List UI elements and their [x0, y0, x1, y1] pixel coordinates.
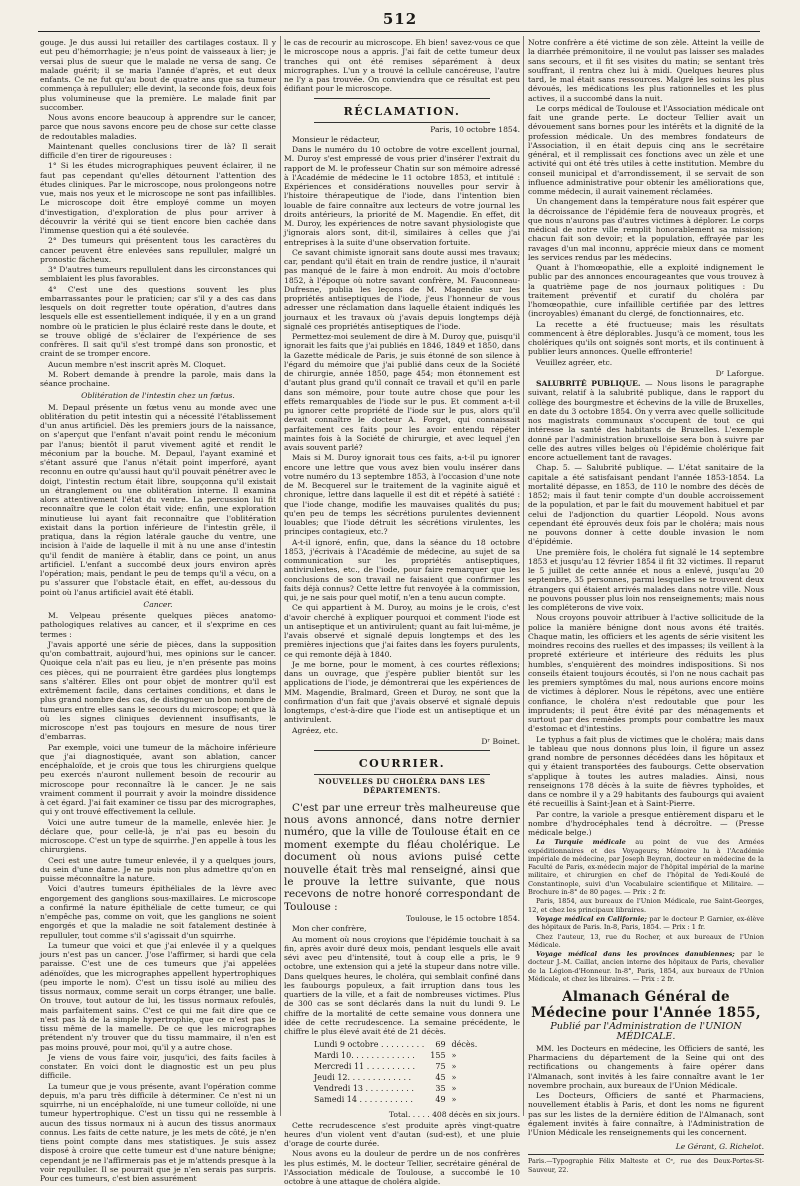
paragraph: Au moment où nous croyions que l'épidémie touchait à sa fin, après avoir duré deux mois, pendant lesquels elle avait sévi avec peu d'intensité, tout à coup elle a pris, le 9 octobre, une extension qui a jeté la stupeur dans notre ville. Dans quelques heures, le choléra, qui semblait confiné dans les faubourgs populeux, a fait irruption dans tous les quartiers de la ville, et a fait de nombreuses victimes. Plus de 300 cas se sont déclarés dans la nuit du lundi 9. Le chiffre de la mortalité de cette semaine vous donnera une idée de cette recrudescence. La semaine précédente, le chiffre le plus élevé avait été de 21 décès. — [284, 934, 520, 1037]
paragraph: Le typhus a fait plus de victimes que le choléra; mais dans le tableau que nous donnons plus loin, il figure un assez grand nombre de personnes décédées dans les hôpitaux et qui y étaient transportées des faubourgs. Cette observation s'applique à toutes les autres maladies. Ainsi, nous renseignons 178 décès à la suite de fièvres typhoïdes, et dans ce nombre il y a 29 habitants des faubourgs qui avaient été recueillis à Saint-Jean et à Saint-Pierre. — [528, 734, 764, 809]
almanach-subtitle: Publié par l'Administration de l'UNION MÉDICALE. — [550, 1021, 742, 1042]
paragraph: Les Docteurs, Officiers de santé et Pharmaciens, nouvellement établis à Paris, et dont les noms ne figurent pas sur les listes de la dernière édition de l'Almanach, sont également invités à faire connaître, à l'Administration de l'Union Médicale les renseignements qui les concernent. — [528, 1091, 764, 1138]
column-left — [40, 38, 276, 1183]
book-text: par le docteur P. Garnier, ex-élève des hôpitaux de Paris. In-8, Paris, 1854. — Prix : 1 fr. — [528, 914, 764, 932]
paragraph: Maintenant quelles conclusions tirer de là? Il serait difficile d'en tirer de rigoureuses : — [40, 141, 276, 160]
paragraph: le cas de recourir au microscope. Eh bien! savez-vous ce que le microscope nous a appris. J'ai fait de cette tumeur deux tranches qui ont été remises séparément à deux micrographes. L'un y a trouvé la cellule cancéreuse, l'autre ne l'y a pas trouvée. On conviendra que ce résultat est peu édifiant pour le microscope. — [284, 38, 520, 94]
book-text: au point de vue des Armées expéditionnaires et des Voyageurs; Mémoire lu à l'Académie impériale de médecine, par Joseph Beyran, docteur en médecine de la Faculté de Paris, ex-médecin major de l'hôpital impérial de la marine militaire, et chirurgien en chef de l'hôpital de Yedi-Koulé de Constantinople, suivi d'un Vocabulaire scientifique et Militaire. — Brochure in-8° de 80 pages. — Prix : 2 fr. — [528, 838, 764, 897]
paragraph: La tumeur que voici et que j'ai enlevée il y a quelques jours n'est pas un cancer. J'ose l'affirmer, si hardi que cela paraisse. C'est une de ces tumeurs que j'ai appelées adénoïdes, que les micrographes appellent hypertrophiques (peu importe le nom). C'est un tissu isolé au milieu des tissus normaux, comme serait un corps étranger, une balle. On trouve, tout autour de lui, les tissus normaux refoulés, mais parfaitement sains. C'est ce qui me fait dire que ce n'est pas là de la simple hypertrophie, que ce n'est pas le tissu même de la mamelle. De ce que les micrographes prétendent n'y trouver que du tissu mammaire, il n'en est pas moins prouvé, pour moi, qu'il y a autre chose. — [40, 940, 276, 1052]
paragraph: Je me borne, pour le moment, à ces courtes réflexions; dans un ouvrage, que j'espère publier bientôt sur les applications de l'iode, je démontrerai que les expériences de MM. Magendie, Bralmard, Green et Duroy, ne sont que la confirmation d'un fait que j'avais observé et signalé depuis longtemps, c'est-à-dire que l'iode est un antiseptique et un antivirulent. — [284, 659, 520, 725]
section-rule — [314, 122, 490, 123]
deaths-unit-cell: » — [451, 1073, 457, 1083]
salutation: Mon cher confrère, — [292, 924, 367, 934]
signature: Dʳ Laforgue. — [715, 368, 764, 378]
column-divider — [280, 36, 281, 1116]
section-rule — [314, 774, 490, 775]
deaths-count-cell: 155 — [430, 1051, 446, 1061]
section-rule — [314, 98, 490, 99]
salubrite-lead: SALUBRITÉ PUBLIQUE. — [536, 379, 641, 388]
deaths-total: Total. . . . . 408 décès en six jours. — [388, 1110, 520, 1120]
signoff: Agréez, etc. — [292, 725, 339, 735]
paragraph: Nous avons eu la douleur de perdre un de nos confrères les plus estimés, M. le docteur Tellier, secrétaire général de l'Association médicale de Toulouse, a succombé le 10 octobre à une attaque de choléra algide. — [284, 1149, 520, 1186]
book-address: Chez l'auteur, 13, rue du Rocher, et aux bureaux de l'Union Médicale. — [528, 932, 764, 949]
page-number: 512 — [382, 10, 418, 28]
paragraph: 3° D'autres tumeurs repullulent dans les circonstances qui semblaient les plus favorables. — [40, 265, 276, 284]
book-notice — [528, 915, 764, 932]
deaths-count-cell: 35 — [435, 1084, 446, 1094]
deaths-row — [314, 1073, 483, 1084]
paragraph: Ce savant chimiste ignorait sans doute aussi mes travaux; car, pendant qu'il était en train de rendre justice, il n'aurait pas manqué de le faire à mon endroit. Au mois d'octobre 1852, à l'époque où notre savant confrère, M. Fauconneau-Dufresne, publia les leçons de M. Magendie sur les propriétés antiseptiques de l'iode, j'eus l'honneur de vous adresser une réclamation dans laquelle étaient indiqués les journaux et les travaux où j'avais depuis longtemps déjà signalé ces propriétés antiseptiques de l'iode. — [284, 247, 520, 331]
deaths-count-cell: 69 — [435, 1040, 446, 1050]
paragraph: Un changement dans la température nous fait espérer que la décroissance de l'épidémie fera de nouveaux progrès, et que nous n'aurons pas d'autres victimes à déplorer. Le corps médical de notre ville remplit honorablement sa mission; chacun fait son devoir; et la population, effrayée par les ravages d'un mal inconnu, apprécie mieux dans ce moment les services rendus par les médecins. — [528, 197, 764, 262]
signoff: Veuillez agréer, etc. — [536, 357, 613, 367]
paragraph: Cette recrudescence s'est produite après vingt-quatre heures d'un violent vent d'autan (sud-est), et une pluie d'orage de courte durée. — [284, 1120, 520, 1149]
paragraph: A-t-il ignoré, enfin, que, dans la séance du 18 octobre 1853, j'écrivais à l'Académie de médecine, au sujet de sa communication sur les propriétés antiseptiques, antivirulentes, etc., de l'iode, pour faire remarquer que les conclusions de son travail ne faisaient que confirmer les faits déjà connus? Cette lettre fut renvoyée à la commission, qui, je ne sais pour quel motif, n'en a tenu aucun compte. — [284, 537, 520, 602]
printer-line: Paris.—Typographie Félix Malteste et Cᵉ, rue des Deux-Portes-St-Sauveur, 22. — [528, 1154, 764, 1176]
paragraph: Nous avons encore beaucoup à apprendre sur le cancer, parce que nous savons encore peu de chose sur cette classe de redoutables maladies. — [40, 113, 276, 141]
section-title-courrier: COURRIER. — [358, 757, 446, 770]
deaths-count-cell: 75 — [435, 1062, 446, 1072]
paragraph: M. Velpeau présente quelques pièces anatomo-pathologiques relatives au cancer, et il s'exprime en ces termes : — [40, 611, 276, 639]
paragraph: 4° C'est une des questions souvent les plus embarrassantes pour le praticien; car s'il y a des cas dans lesquels on doit regretter toute opération, d'autres dans lesquels elle est essentiellement indiquée, il y en a un grand nombre où le praticien le plus éclairé reste dans le doute, et se trouve obligé de s'éclairer de l'expérience de ses confrères. Il sait qu'il s'est trompé dans son pronostic, et craint de se tromper encore. — [40, 284, 276, 359]
paragraph: 2° Des tumeurs qui présentent tous les caractères du cancer peuvent être enlevées sans repulluler, malgré un pronostic fâcheux. — [40, 236, 276, 264]
deaths-day-cell: Vendredi 13 . . . . . . . . . . — [314, 1084, 414, 1094]
subheading: Cancer. — [143, 599, 173, 609]
lead-paragraph: C'est par une erreur très malheureuse que nous avons annoncé, dans notre dernier numéro, que la ville de Toulouse était en ce moment exempte du fléau cholérique. Le document où nous avions puisé cette nouvelle était très mal renseigné, ainsi que le prouve la lettre suivante, que nous recevons de notre honoré correspondant de Toulouse : — [284, 801, 520, 913]
paragraph: J'avais apporté une série de pièces, dans la supposition qu'on combattrait, aujourd'hui, mes opinions sur le cancer. Quoique cela n'ait pas eu lieu, je n'en présente pas moins ces pièces, qui ne pourraient être gardées plus longtemps sans s'altérer. Elles ont pour objet de montrer qu'il est extrêmement facile, dans certaines conditions, et dans le plus grand nombre des cas, de distinguer un bon nombre de tumeurs entre elles sans le secours du microscope; et que là où les signes cliniques deviennent insuffisants, le microscope n'est pas toujours en mesure de nous tirer d'embarras. — [40, 639, 276, 742]
dateline: Toulouse, le 15 octobre 1854. — [405, 914, 520, 924]
paragraph: Par exemple, voici une tumeur de la mâchoire inférieure que j'ai diagnostiquée, avant son ablation, cancer encéphaloïde, et je crois que tous les chirurgiens quelque peu exercés n'auront nullement besoin de recourir au microscope pour reconnaître là le cancer. Je ne sais vraiment comment il pourrait y avoir la moindre dissidence à cet égard. J'ai fait examiner ce tissu par des micrographes, qui y ont trouvé effectivement la cellule. — [40, 742, 276, 817]
deaths-day-cell: Samedi 14 . . . . . . . . . . . — [314, 1095, 413, 1105]
paragraph: Le corps médical de Toulouse et l'Association médicale ont fait une grande perte. Le docteur Tellier avait un dévouement sans bornes pour les intérêts et la dignité de la profession médicale. Un des membres fondateurs de l'Association, il en était depuis cinq ans le secrétaire général, et il remplissait ces fonctions avec un zèle et une activité qui ont été très utiles à cette institution. Membre du conseil municipal et d'arrondissement, il se servait de son influence administrative pour obtenir les améliorations que, comme médecin, il aurait vainement réclamées. — [528, 103, 764, 196]
signature: Dʳ Boinet. — [481, 736, 520, 746]
paragraph: Nous croyons pouvoir attribuer à l'active sollicitude de la police la manière bénigne dont nous avons été traités. Chaque matin, les officiers et les agents de série visitent les moindres recoins des ruelles et des impasses; ils veillent à la propreté extérieure et intérieure des réduits les plus humbles, s'enquièrent des moindres indispositions. Si nos conseils étaient toujours écoutés, si l'on ne nous cachait pas les premiers symptômes du mal, nous aurions encore moins de victimes à déplorer. Nous le répétons, avec une entière confiance, le choléra n'est redoutable que pour les imprudents; il peut être évité par des ménagements et surtout par des remèdes prompts pour combattre les maux d'estomac et d'intestins. — [528, 613, 764, 734]
subheading: Oblitération de l'intestin chez un fœtus. — [81, 391, 235, 401]
deaths-day-cell: Mercredi 11 . . . . . . . . . . — [314, 1062, 416, 1072]
deaths-count-cell: 49 — [435, 1095, 446, 1105]
deaths-count-cell: 45 — [435, 1073, 446, 1083]
paragraph: Notre confrère a été victime de son zèle. Atteint la veille de la diarrhée prémonitoire, il ne voulut pas laisser ses malades sans secours, et il fit ses visites du matin; se sentant très souffrant, il rentra chez lui à midi. Quelques heures plus tard, le mal était sans ressources. Malgré les soins les plus dévoués, les médications les plus rationnelles et les plus actives, il a succombé dans la nuit. — [528, 38, 764, 103]
deaths-unit-cell: » — [451, 1095, 457, 1105]
paragraph: Par contre, la variole a presque entièrement disparu et le nombre d'hydrocéphales tend à décroître. — (Presse médicale belge.) — [528, 809, 764, 837]
column-middle — [284, 38, 520, 1186]
paragraph: Aucun membre n'est inscrit après M. Cloquet. — [48, 359, 226, 369]
paragraph: Je viens de vous faire voir, jusqu'ici, des faits faciles à constater. En voici dont le diagnostic est un peu plus difficile. — [40, 1052, 276, 1081]
deaths-row — [314, 1084, 483, 1095]
section-rule — [314, 750, 490, 751]
deaths-unit-cell: » — [451, 1084, 457, 1094]
deaths-row — [314, 1051, 483, 1062]
paragraph: Une première fois, le choléra fut signalé le 14 septembre 1853 et jusqu'au 12 février 1854 il fit 32 victimes. Il reparut le 5 juillet de cette année et nous a enlevé, jusqu'au 20 septembre, 35 personnes, parmi lesquelles se trouvent deux étrangers qui étaient arrivés malades dans notre ville. Nous ne pouvons pousser plus loin nos renseignements; mais nous les compléterons de vive voix. — [528, 547, 764, 612]
deaths-row — [314, 1062, 483, 1073]
section-subtitle: NOUVELLES DU CHOLÉRA DANS LES DÉPARTEMENTS. — [318, 777, 486, 796]
book-title: Voyage médical dans les provinces danubiennes; — [536, 950, 735, 959]
gerant-signature: Le Gérant, G. Richelot. — [675, 1142, 764, 1152]
paragraph: 1° Si les études micrographiques peuvent éclairer, il ne faut pas cependant qu'elles détournent l'attention des études cliniques. Par le microscope, nous prolongeons notre vue, mais nos yeux et le microscope ne sont pas infaillibles. Le microscope doit être employé comme un moyen d'investigation, d'exploration de plus pour arriver à découvrir la vérité qui se tient encore bien cachée dans l'immense question qui a été soulevée. — [40, 161, 276, 235]
paragraph — [528, 379, 764, 462]
paragraph: Quant à l'homœopathie, elle a exploité indignement le public par des annonces encourageantes que vous trouvez à la quatrième page de nos journaux politiques : Du traitement préventif et curatif du choléra par l'homœopathie, cure infaillible certifiée par des lettres (incroyables) émanant du clergé, de fonctionnaires, etc. — [528, 263, 764, 319]
book-text: par le docteur J.-M. Caillat, ancien interne des hôpitaux de Paris, chevalier de la Légion-d'Honneur. In-8°, Paris, 1854, aux bureaux de l'Union Médicale, et chez les libraires. — Prix : 2 fr. — [528, 950, 764, 983]
deaths-day-cell: Lundi 9 octobre . . . . . . . . . — [314, 1040, 425, 1050]
paragraph: MM. les Docteurs en médecine, les Officiers de santé, les Pharmaciens du département de la Seine qui ont des rectifications ou changements à faire opérer dans l'Almanach, sont invités à les faire connaître avant le 1er novembre prochain, aux bureaux de l'Union Médicale. — [528, 1043, 764, 1090]
book-title: La Turquie médicale — [536, 838, 626, 847]
paragraph: gouge. Je dus aussi lui retailler des cartilages costaux. Il y eut peu d'hémorrhagie; je n'eus point de vaisseaux à lier; je versai plus de sueur que le malade ne versa de sang. Ce malade guérit; il se maria l'année d'après, et eut deux enfants. Ce ne fut qu'au bout de quatre ans que sa tumeur commença à repulluler; elle devint, la seconde fois, deux fois plus volumineuse que la première. Le malade finit par succomber. — [40, 38, 276, 112]
book-notice — [528, 838, 764, 896]
column-right — [528, 38, 764, 1174]
paragraph: La tumeur que je vous présente, avant l'opération comme depuis, m'a paru très difficile à déterminer. Ce n'est ni un squirrhe, ni un encéphaloïde, ni une tumeur colloïde, ni une tumeur hypertrophique. C'est un tissu qui ne ressemble à aucun des tissus normaux ni à aucun des tissus anormaux connus. Les faits de cette nature, je les mets de côté, je n'en tiens point compte dans mes statistiques. Je suis assez disposé à croire que cette tumeur est d'une nature bénigne; cependant je ne l'affirmerais pas et je m'attends presque à la voir repulluler. Il se pourrait que je n'en serais pas surpris. Pour ces tumeurs, c'est bien assurément — [40, 1081, 276, 1183]
paragraph: Dans le numéro du 10 octobre de votre excellent journal, M. Duroy s'est empressé de vous prier d'insérer l'extrait du rapport de M. le professeur Chatin sur son mémoire adressé à l'Académie de médecine le 11 octobre 1853, et intitulé : Expériences et considérations nouvelles pour servir à l'histoire thérapeutique de l'iode, dans l'intention bien louable de faire connaître aux lecteurs de votre journal les droits antérieurs, la priorité de M. Magendie. En effet, dit M. Duroy, les expériences de notre savant physiologiste que j'ignorais alors sont, dit-il, similaires à celles que j'ai entreprises à la suite d'une observation fortuite. — [284, 145, 520, 247]
deaths-unit-cell: » — [451, 1062, 457, 1072]
deaths-unit-cell: » — [451, 1051, 457, 1061]
book-title: Voyage médical en Californie; — [536, 914, 647, 923]
salubrite-text: — Nous lisons le paragraphe suivant, relatif à la salubrité publique, dans le rapport du collège des bourgmestre et échevins de la ville de Bruxelles, en date du 3 octobre 1854. On y verra avec quelle sollicitude nos magistrats communaux s'occupent de tout ce qui intéresse la santé des habitants de Bruxelles. L'exemple donné par l'administration bruxelloise sera bon à suivre par celle des autres villes belges où l'épidémie cholérique fait encore actuellement tant de ravages. — [528, 379, 764, 462]
paragraph: Ceci est une autre tumeur enlevée, il y a quelques jours, du sein d'une dame. Je ne puis non plus admettre qu'on en puisse méconnaître la nature. — [40, 855, 276, 883]
book-address: Paris, 1854, aux bureaux de l'Union Médicale, rue Saint-Georges, 12, et chez les principaux libraires. — [528, 897, 764, 914]
top-rule — [38, 31, 760, 32]
almanach-title: Almanach Général de Médecine pour l'Année 1855, — [531, 989, 761, 1022]
deaths-table — [314, 1040, 483, 1106]
deaths-day-cell: Mardi 10. . . . . . . . . . . . . — [314, 1051, 415, 1061]
deaths-unit-cell: décès. — [451, 1040, 478, 1050]
deaths-row — [314, 1040, 483, 1051]
paragraph: M. Depaul présente un fœtus venu au monde avec une oblitération du petit intestin qui a nécessité l'établissement d'un anus artificiel. Dès les premiers jours de la naissance, on s'aperçut que l'enfant n'avait point rendu le méconium par l'anus; bientôt il parut vivement agité et rendit le méconium par la bouche. M. Depaul, l'ayant examiné et s'étant assuré que l'anus n'était point imperforé, ayant reconnu en outre qu'aussi haut qu'il pouvait pénétrer avec le doigt, l'intestin rectum était libre, soupçonna qu'il existait un étranglement ou une oblitération interne. Il examina alors attentivement l'état du ventre. La percussion lui fit reconnaître que le colon était vide; enfin, une exploration minutieuse lui ayant fait reconnaître que l'oblitération existait dans la portion inférieure de l'intestin grêle, il pratiqua, dans la région latérale gauche du ventre, une incision à l'aide de laquelle il mit à nu une anse d'intestin qu'il fendit de manière à établir, dans ce point, un anus artificiel. L'enfant a succombé deux jours environ après l'opération; mais, pendant le peu de temps qu'il a vécu, on a pu s'assurer que l'obstacle était, en effet, au-dessous du point où l'anus artificiel avait été établi. — [40, 402, 276, 597]
paragraph: Voici d'autres tumeurs épithéliales de la lèvre avec engorgement des ganglions sous-maxillaires. Le microscope a confirmé la nature épithéliale de cette tumeur, ce qui n'empêche pas, comme on voit, que les ganglions ne soient engorgés et que la maladie ne soit fatalement destinée à repulluler, tout comme s'il s'agissait d'un squirrhe. — [40, 884, 276, 940]
paragraph: Permettez-moi seulement de dire à M. Duroy que, puisqu'il ignorait les faits que j'ai publiés en 1846, 1849 et 1850, dans la Gazette médicale de Paris, je suis étonné de son silence à l'égard du mémoire que j'ai publié dans ceux de la Société de chirurgie, année 1850, page 454; mon étonnement est d'autant plus grand qu'il connaît ce travail et qu'il en parle dans son mémoire, pour toute autre chose que pour les effets remarquables de l'iode sur le pus. Et comment a-t-il pu ignorer cette propriété de l'iode sur le pus, alors qu'il devait connaître le docteur A. Forget, qui connaissait parfaitement ces faits pour les avoir entendu répéter maintes fois à la Société de chirurgie, et avec lequel j'en avais souvent parlé? — [284, 332, 520, 452]
paragraph: La recette a été fructueuse; mais les résultats commencent à être déplorables. Jusqu'à ce moment, tous les cholériques qu'ils ont soignés sont morts, et ils continuent à publier leurs annonces. Quelle effronterie! — [528, 319, 764, 357]
paragraph: Voici une autre tumeur de la mamelle, enlevée hier. Je déclare que, pour celle-là, je n'ai pas eu besoin du microscope. C'est un type de squirrhe. J'en appelle à tous les chirurgiens. — [40, 817, 276, 855]
deaths-day-cell: Jeudi 12. . . . . . . . . . . . . — [314, 1073, 412, 1083]
paragraph: M. Robert demande à prendre la parole, mais dans la séance prochaine. — [40, 369, 276, 388]
deaths-row — [314, 1095, 483, 1106]
paragraph: Mais si M. Duroy ignorait tous ces faits, a-t-il pu ignorer encore une lettre que vous avez bien voulu insérer dans votre numéro du 13 septembre 1853, à l'occasion d'une note de M. Becquerel sur le traitement de la vaginite aiguë et chronique, lettre dans laquelle il est dit et répété à satiété : que l'iode change, modifie les mauvaises qualités du pus; qu'en peu de temps les sécrétions purulentes deviennent louables; que l'iode détruit les sécrétions virulentes, les principes contagieux, etc.? — [284, 453, 520, 537]
book-notice — [528, 950, 764, 983]
paragraph: Chap. 5. — Salubrité publique. — L'état sanitaire de la capitale a été satisfaisant pendant l'année 1853-1854. La mortalité dépasse, en 1853, de 110 le nombre des décès de 1852; mais il faut tenir compte d'un double accroissement de la population, et par le fait du mouvement habituel et par celui de l'adjonction du quartier Léopold. Nous avons cependant été éprouvés deux fois par le choléra; mais nous ne pouvons donner à cette double invasion le nom d'épidémie. — [528, 463, 764, 547]
salutation: Monsieur le rédacteur, — [292, 134, 380, 144]
dateline: Paris, 10 octobre 1854. — [430, 124, 520, 134]
paragraph: Ce qui appartient à M. Duroy, au moins je le crois, c'est d'avoir cherché à expliquer pourquoi et comment l'iode est un antiseptique et un antivirulent; quant au fait lui-même, je l'avais observé et signalé depuis longtemps et des les premières injections que j'ai faites dans les foyers purulents, ce qui remonte déjà à 1840. — [284, 603, 520, 659]
column-divider — [523, 36, 524, 1116]
section-title-reclamation: RÉCLAMATION. — [343, 104, 461, 118]
